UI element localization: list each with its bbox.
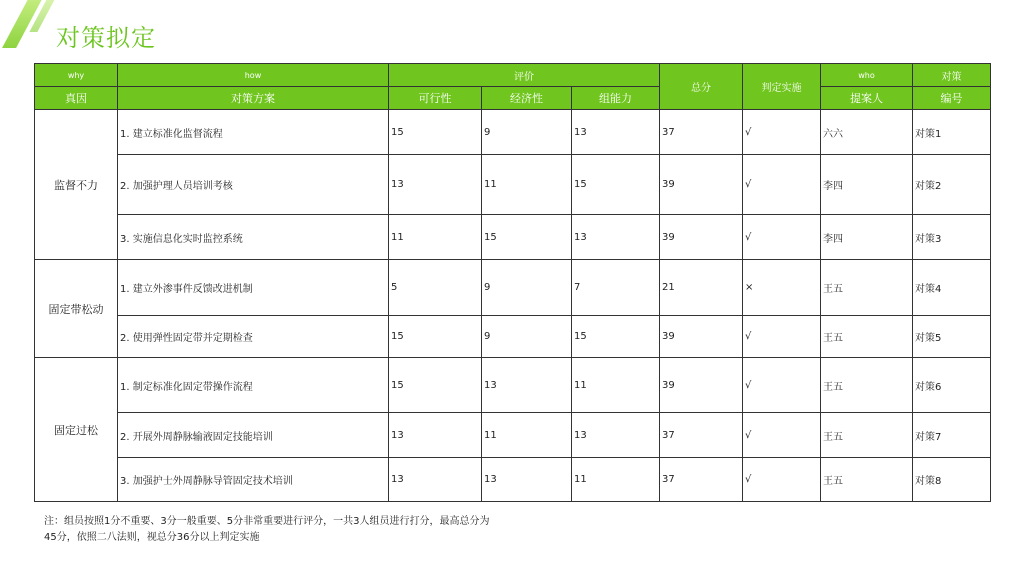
root-cause-cell: 监督不力 [35,110,118,260]
number-cell: 对策6 [913,358,991,413]
footnote-line-2: 45分，依照二八法则，视总分36分以上判定实施 [44,532,260,543]
implement-cell: √ [743,110,821,155]
header-capability: 组能力 [572,87,660,110]
proposer-cell: 王五 [821,316,913,358]
table-row [35,316,991,358]
proposer-cell: 王五 [821,260,913,316]
header-how: how [118,64,389,87]
economy-cell: 13 [482,358,572,413]
header-measure: 对策 [913,64,991,87]
implement-cell: × [743,260,821,316]
proposer-cell: 李四 [821,215,913,260]
plan-cell: 2. 开展外周静脉输液固定技能培训 [118,413,389,458]
plan-cell: 2. 使用弹性固定带并定期检查 [118,316,389,358]
economy-cell: 9 [482,316,572,358]
capability-cell: 7 [572,260,660,316]
economy-cell: 15 [482,215,572,260]
capability-cell: 15 [572,155,660,215]
header-feasibility: 可行性 [389,87,482,110]
total-cell: 21 [660,260,743,316]
proposer-cell: 六六 [821,110,913,155]
header-evaluation: 评价 [389,64,660,87]
header-proposer: 提案人 [821,87,913,110]
table-row [35,155,991,215]
economy-cell: 9 [482,110,572,155]
implement-cell: √ [743,155,821,215]
total-cell: 37 [660,110,743,155]
total-cell: 37 [660,458,743,502]
implement-cell: √ [743,215,821,260]
plan-cell: 1. 建立标准化监督流程 [118,110,389,155]
footnote-line-1: 注：组员按照1分不重要、3分一般重要、5分非常重要进行评分，一共3人组员进行打分，最高总分为 [44,516,490,527]
plan-cell: 2. 加强护理人员培训考核 [118,155,389,215]
number-cell: 对策5 [913,316,991,358]
table-row [35,358,991,413]
footnote [44,514,604,546]
feasibility-cell: 13 [389,413,482,458]
implement-cell: √ [743,358,821,413]
economy-cell: 11 [482,155,572,215]
header-economy: 经济性 [482,87,572,110]
economy-cell: 11 [482,413,572,458]
implement-cell: √ [743,458,821,502]
feasibility-cell: 13 [389,458,482,502]
feasibility-cell: 15 [389,358,482,413]
header-number: 编号 [913,87,991,110]
table-row [35,260,991,316]
header-total: 总分 [660,64,743,110]
economy-cell: 13 [482,458,572,502]
feasibility-cell: 15 [389,316,482,358]
total-cell: 39 [660,155,743,215]
number-cell: 对策2 [913,155,991,215]
capability-cell: 11 [572,358,660,413]
capability-cell: 15 [572,316,660,358]
header-why: why [35,64,118,87]
proposer-cell: 王五 [821,458,913,502]
header-root-cause: 真因 [35,87,118,110]
header-plan: 对策方案 [118,87,389,110]
plan-cell: 1. 建立外渗事件反馈改进机制 [118,260,389,316]
total-cell: 39 [660,358,743,413]
plan-cell: 1. 制定标准化固定带操作流程 [118,358,389,413]
proposer-cell: 王五 [821,358,913,413]
proposer-cell: 王五 [821,413,913,458]
table-row [35,110,991,155]
feasibility-cell: 11 [389,215,482,260]
number-cell: 对策7 [913,413,991,458]
economy-cell: 9 [482,260,572,316]
header-implement: 判定实施 [743,64,821,110]
table-row [35,458,991,502]
proposer-cell: 李四 [821,155,913,215]
feasibility-cell: 13 [389,155,482,215]
total-cell: 37 [660,413,743,458]
header-who: who [821,64,913,87]
total-cell: 39 [660,215,743,260]
plan-cell: 3. 实施信息化实时监控系统 [118,215,389,260]
capability-cell: 13 [572,413,660,458]
countermeasure-table [34,63,991,502]
implement-cell: √ [743,413,821,458]
number-cell: 对策1 [913,110,991,155]
capability-cell: 11 [572,458,660,502]
table-row [35,215,991,260]
table-row [35,413,991,458]
feasibility-cell: 5 [389,260,482,316]
number-cell: 对策8 [913,458,991,502]
total-cell: 39 [660,316,743,358]
implement-cell: √ [743,316,821,358]
page-title: 对策拟定 [56,24,156,52]
root-cause-cell: 固定过松 [35,358,118,502]
capability-cell: 13 [572,110,660,155]
number-cell: 对策4 [913,260,991,316]
number-cell: 对策3 [913,215,991,260]
plan-cell: 3. 加强护士外周静脉导管固定技术培训 [118,458,389,502]
capability-cell: 13 [572,215,660,260]
feasibility-cell: 15 [389,110,482,155]
root-cause-cell: 固定带松动 [35,260,118,358]
